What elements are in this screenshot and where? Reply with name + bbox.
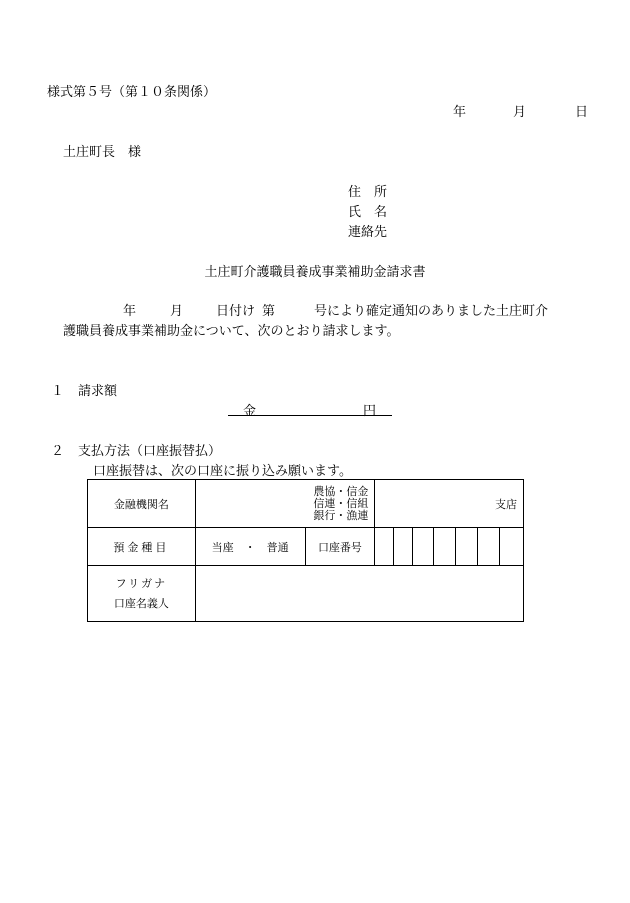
bank-name-label: 金融機関名 xyxy=(88,480,196,528)
section1-label: 請求額 xyxy=(78,384,118,399)
date-year: 年 xyxy=(453,105,467,120)
contact-label: 連絡先 xyxy=(348,225,388,240)
bank-type-2: 信連・信組 xyxy=(313,496,369,510)
account-digit-4 xyxy=(434,528,456,566)
body-year: 年 xyxy=(123,304,137,319)
address-label: 住 所 xyxy=(348,185,388,200)
deposit-type-label: 預金種目 xyxy=(88,528,196,566)
date-month: 月 xyxy=(513,105,527,120)
section2-label: 支払方法（口座振替払） xyxy=(78,444,222,459)
account-digit-3 xyxy=(413,528,434,566)
account-number-label: 口座番号 xyxy=(305,528,375,566)
body-dated: 日付け xyxy=(216,304,256,319)
amount-kin: 金 xyxy=(243,404,257,419)
name-label: 氏 名 xyxy=(348,205,388,220)
body-line1-rest: 号により確定通知のありました土庄町介 xyxy=(314,304,549,319)
account-digit-5 xyxy=(456,528,478,566)
form-number: 様式第５号（第１０条関係） xyxy=(47,85,217,100)
document-title: 土庄町介護職員養成事業補助金請求書 xyxy=(204,265,426,280)
body-month: 月 xyxy=(170,304,184,319)
body-dai: 第 xyxy=(262,304,276,319)
account-holder-value xyxy=(195,566,523,622)
account-digit-2 xyxy=(394,528,413,566)
addressee: 土庄町長 様 xyxy=(63,145,142,160)
account-digit-1 xyxy=(375,528,394,566)
furigana-label: フリガナ xyxy=(115,576,168,590)
amount-line xyxy=(228,400,392,419)
date-day: 日 xyxy=(575,105,589,120)
amount-yen: 円 xyxy=(363,404,377,419)
section1-number: １ xyxy=(51,384,65,399)
bank-type-cell xyxy=(195,480,375,528)
account-digit-7 xyxy=(499,528,523,566)
bank-type-1: 農協・信金 xyxy=(313,484,369,498)
account-digit-6 xyxy=(478,528,500,566)
body-line2: 護職員養成事業補助金について、次のとおり請求します。 xyxy=(63,324,400,339)
branch-label: 支店 xyxy=(375,480,524,528)
deposit-options: 当座 ・ 普通 xyxy=(195,528,305,566)
bank-account-table xyxy=(87,479,524,622)
bank-type-3: 銀行・漁連 xyxy=(313,508,369,522)
section2-note: 口座振替は、次の口座に振り込み願います。 xyxy=(93,464,352,479)
holder-label-cell xyxy=(88,566,196,622)
section2-number: ２ xyxy=(51,444,65,459)
account-holder-label: 口座名義人 xyxy=(113,596,169,610)
